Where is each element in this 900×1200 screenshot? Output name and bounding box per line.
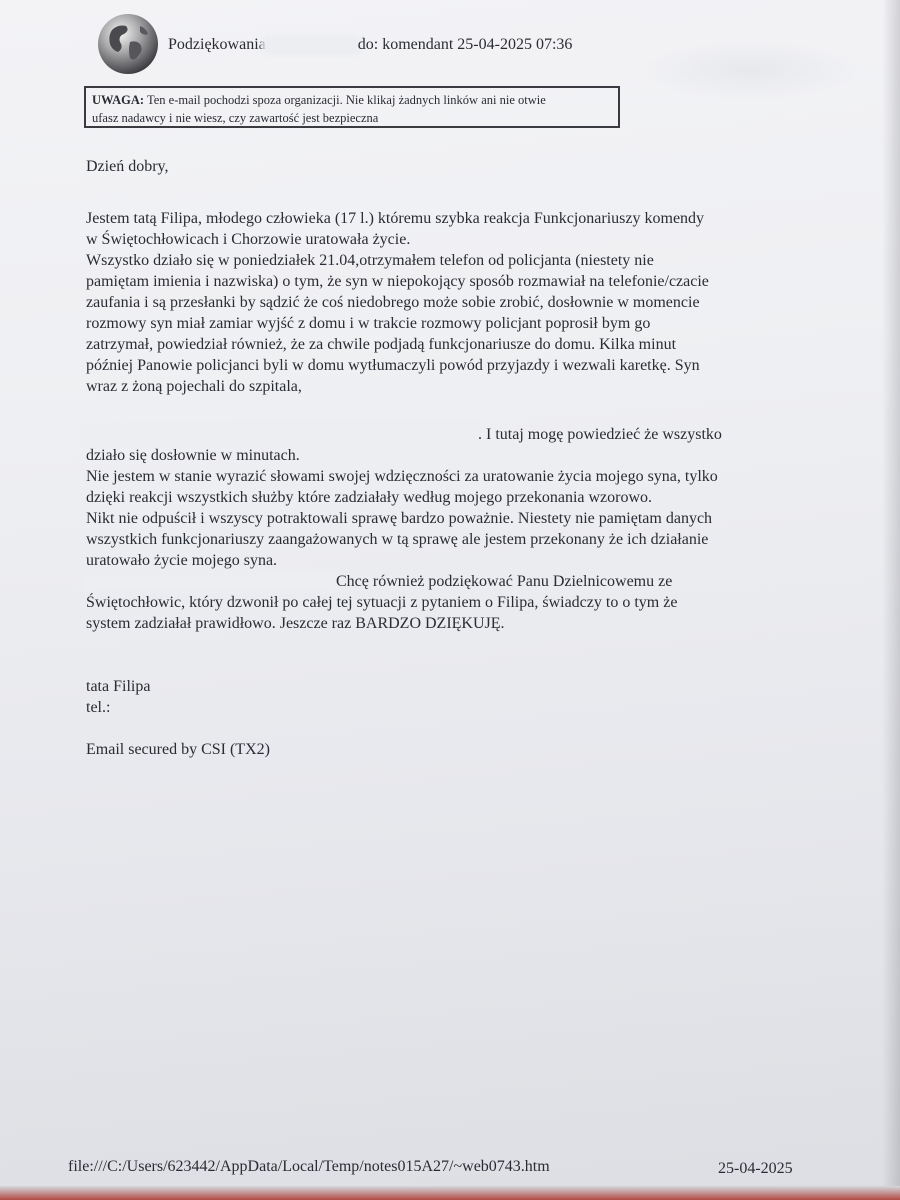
signature-phone: tel.:	[86, 699, 111, 716]
paragraph-line: Świętochłowic, który dzwonił po całej tej sytuacji z pytaniem o Filipa, świadczy to o tym że	[86, 594, 678, 611]
paragraph-line: Nikt nie odpuścił i wszyscy potraktowali sprawę bardzo poważnie. Niestety nie pamiętam danych	[86, 510, 713, 527]
redaction-blur	[640, 40, 860, 100]
letter-body	[86, 156, 786, 760]
subject-start: Podziękowania	[168, 36, 266, 53]
redacted-region	[266, 38, 358, 52]
paragraph-line: pamiętam imienia i nazwiska) o tym, że syn w niepokojący sposób rozmawiał na telefonie/czacie	[86, 273, 709, 290]
paragraph-line: uratowało życie mojego syna.	[86, 552, 278, 569]
greeting: Dzień dobry,	[86, 158, 169, 175]
subject-end: do: komendant 25-04-2025 07:36	[357, 36, 573, 53]
paragraph-line: w Świętochłowicach i Chorzowie uratowała życie.	[86, 231, 411, 248]
paragraph-line: wszystkich funkcjonariuszy zaangażowanych w tą sprawę ale jestem przekonany że ich działanie	[86, 531, 709, 548]
warning-line-2: ufasz nadawcy i nie wiesz, czy zawartość jest bezpieczna	[92, 111, 379, 125]
paper-edge-shadow	[882, 0, 900, 1200]
signature-name: tata Filipa	[86, 678, 151, 695]
warning-label: UWAGA:	[92, 93, 145, 107]
email-subject	[168, 36, 572, 54]
globe-icon	[96, 12, 160, 76]
table-surface	[0, 1186, 900, 1200]
paragraph-line	[86, 424, 786, 445]
paragraph-line: Wszystko działo się w poniedziałek 21.04,otrzymałem telefon od policjanta (niestety nie	[86, 252, 654, 269]
paragraph-line: Jestem tatą Filipa, młodego człowieka (17 l.) któremu szybka reakcja Funkcjonariuszy komendy	[86, 210, 705, 227]
print-footer-path: file:///C:/Users/623442/AppData/Local/Temp/notes015A27/~web0743.htm	[68, 1158, 550, 1175]
redacted-region	[86, 428, 478, 442]
redacted-region	[86, 575, 336, 589]
paragraph-line-text: Chcę również podziękować Panu Dzielnicowemu ze	[336, 573, 673, 590]
external-email-warning	[84, 86, 620, 128]
paragraph-line: rozmowy syn miał zamiar wyjść z domu i w trakcie rozmowy policjant poprosił bym go	[86, 315, 651, 332]
paragraph-line: później Panowie policjanci byli w domu wytłumaczyli powód przyjazdy i wezwali karetkę. Syn	[86, 357, 700, 374]
paragraph-line	[86, 571, 786, 592]
email-header	[92, 10, 632, 80]
paragraph-line-text: . I tutaj mogę powiedzieć że wszystko	[478, 426, 722, 443]
paragraph-line: Nie jestem w stanie wyrazić słowami swojej wdzięczności za uratowanie życia mojego syna, tylko	[86, 468, 718, 485]
paragraph-line: zatrzymał, powiedział również, że za chwile podjadą funkcjonariusze do domu. Kilka minut	[86, 336, 677, 353]
paragraph-line: dzięki reakcji wszystkich służby które zadziałały według mojego przekonania wzorowo.	[86, 489, 653, 506]
warning-line-1: Ten e-mail pochodzi spoza organizacji. Nie klikaj żadnych linków ani nie otwie	[147, 93, 546, 107]
paragraph-line: zaufania i są przesłanki by sądzić że coś niedobrego może sobie zrobić, dosłownie w momencie	[86, 294, 700, 311]
paragraph-line: działo się dosłownie w minutach.	[86, 447, 300, 464]
paragraph-line: system zadziałał prawidłowo. Jeszcze raz BARDZO DZIĘKUJĘ.	[86, 615, 505, 632]
print-footer-date: 25-04-2025	[718, 1160, 793, 1177]
security-note: Email secured by CSI (TX2)	[86, 741, 270, 758]
paragraph-line: wraz z żoną pojechali do szpitala,	[86, 378, 302, 395]
